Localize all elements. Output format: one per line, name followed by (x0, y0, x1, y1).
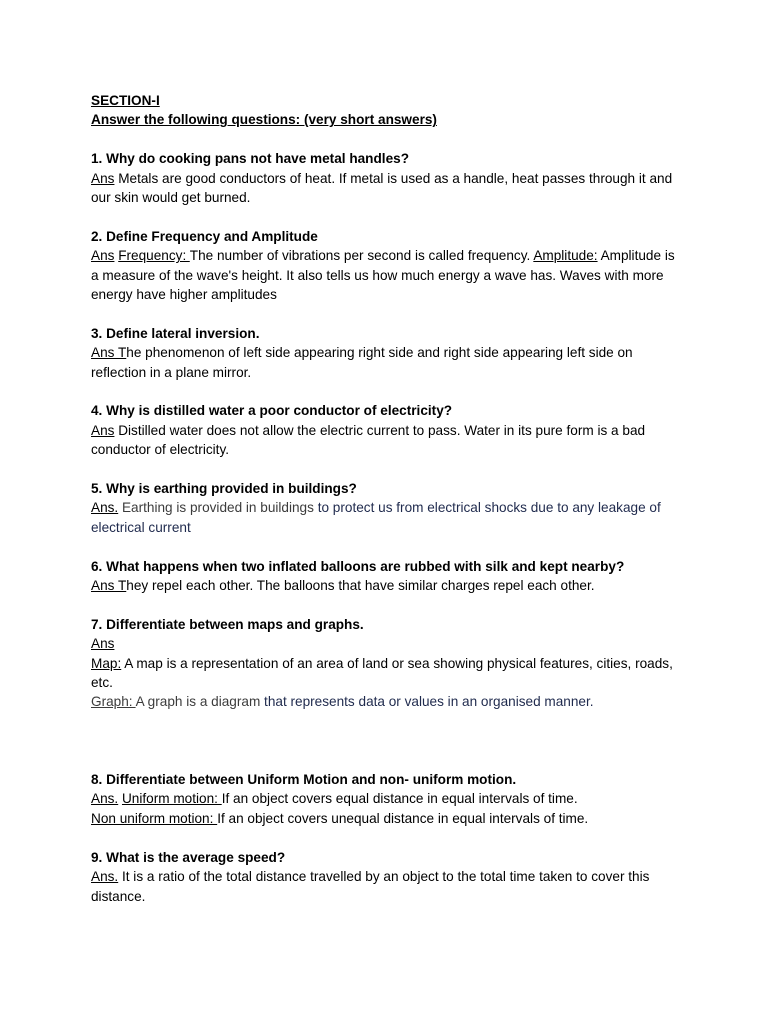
term-graph: Graph: (91, 694, 136, 710)
map-definition: A map is a representation of an area of land or sea showing physical features, cities, roads, etc. (91, 655, 673, 691)
question-8: 8. Differentiate between Uniform Motion and non- uniform motion. (91, 772, 517, 788)
graph-definition-gray: A graph is a diagram (135, 694, 261, 710)
answer-9 (91, 867, 681, 906)
qa-item-4 (91, 401, 681, 459)
answer-text: Distilled water does not allow the electric current to pass. Water in its pure form is a bad conductor of electricity. (91, 422, 646, 458)
answer-text: Metals are good conductors of heat. If metal is used as a handle, heat passes through it and our skin would get burned. (91, 170, 673, 206)
question-2: 2. Define Frequency and Amplitude (91, 228, 318, 244)
qa-item-8 (91, 770, 681, 828)
qa-item-2 (91, 227, 681, 305)
answer-5 (91, 498, 681, 537)
term-frequency: Frequency: (118, 248, 190, 264)
question-1: 1. Why do cooking pans not have metal handles? (91, 151, 409, 167)
answer-6 (91, 576, 681, 595)
qa-item-7 (91, 615, 681, 712)
term-uniform-motion: Uniform motion: (121, 791, 222, 807)
answer-7-label (91, 634, 681, 653)
answer-7-graph (91, 692, 681, 711)
section-subtitle: Answer the following questions: (very short answers) (91, 112, 437, 128)
term-map: Map: (91, 655, 122, 671)
qa-item-9 (91, 848, 681, 906)
ans-label: Ans. (91, 869, 119, 885)
question-3: 3. Define lateral inversion. (91, 325, 260, 341)
question-7: 7. Differentiate between maps and graphs. (91, 616, 364, 632)
question-4: 4. Why is distilled water a poor conductor of electricity? (91, 403, 453, 419)
ans-label: Ans (91, 248, 115, 264)
section-title: SECTION-I (91, 93, 160, 108)
answer-4 (91, 421, 681, 460)
answer-7-map (91, 654, 681, 693)
graph-definition-navy: that represents data or values in an organised manner. (260, 694, 594, 710)
uniform-motion-definition: If an object covers equal distance in equal intervals of time. (221, 791, 578, 807)
qa-item-3 (91, 324, 681, 382)
amplitude-definition: Amplitude is a measure of the wave's height. It also tells us how much energy a wave has. Waves with more energy have higher amplitudes (91, 248, 675, 303)
ans-label: Ans (91, 422, 115, 438)
question-9: 9. What is the average speed? (91, 849, 286, 865)
answer-2 (91, 246, 681, 304)
qa-item-1 (91, 149, 681, 207)
answer-1 (91, 169, 681, 208)
ans-label: Ans. (91, 500, 119, 516)
question-5: 5. Why is earthing provided in buildings? (91, 481, 357, 497)
blank-space (91, 731, 681, 770)
frequency-definition: The number of vibrations per second is called frequency. (189, 248, 534, 264)
answer-text: he phenomenon of left side appearing right side and right side appearing left side on reflection in a plane mirror. (91, 345, 633, 380)
question-6: 6. What happens when two inflated balloons are rubbed with silk and kept nearby? (91, 558, 625, 574)
non-uniform-motion-definition: If an object covers unequal distance in equal intervals of time. (217, 810, 589, 826)
answer-text: It is a ratio of the total distance travelled by an object to the total time taken to cover this distance. (91, 869, 650, 904)
term-non-uniform-motion: Non uniform motion: (91, 810, 218, 826)
qa-item-6 (91, 557, 681, 596)
answer-3 (91, 343, 681, 382)
answer-text-gray: Earthing is provided in buildings (118, 500, 314, 516)
qa-item-5 (91, 479, 681, 537)
term-amplitude: Amplitude: (533, 248, 598, 264)
ans-label: Ans (91, 170, 115, 186)
ans-label: Ans (91, 636, 115, 652)
answer-8-uniform (91, 789, 681, 808)
ans-label: Ans T (91, 345, 127, 361)
document-page (91, 91, 681, 925)
ans-label: Ans. (91, 791, 119, 807)
answer-8-nonuniform (91, 809, 681, 828)
answer-text-navy: to protect us from electrical shocks due to any leakage of electrical current (91, 500, 661, 535)
ans-label: Ans T (91, 578, 127, 594)
answer-text: hey repel each other. The balloons that have similar charges repel each other. (126, 578, 595, 594)
